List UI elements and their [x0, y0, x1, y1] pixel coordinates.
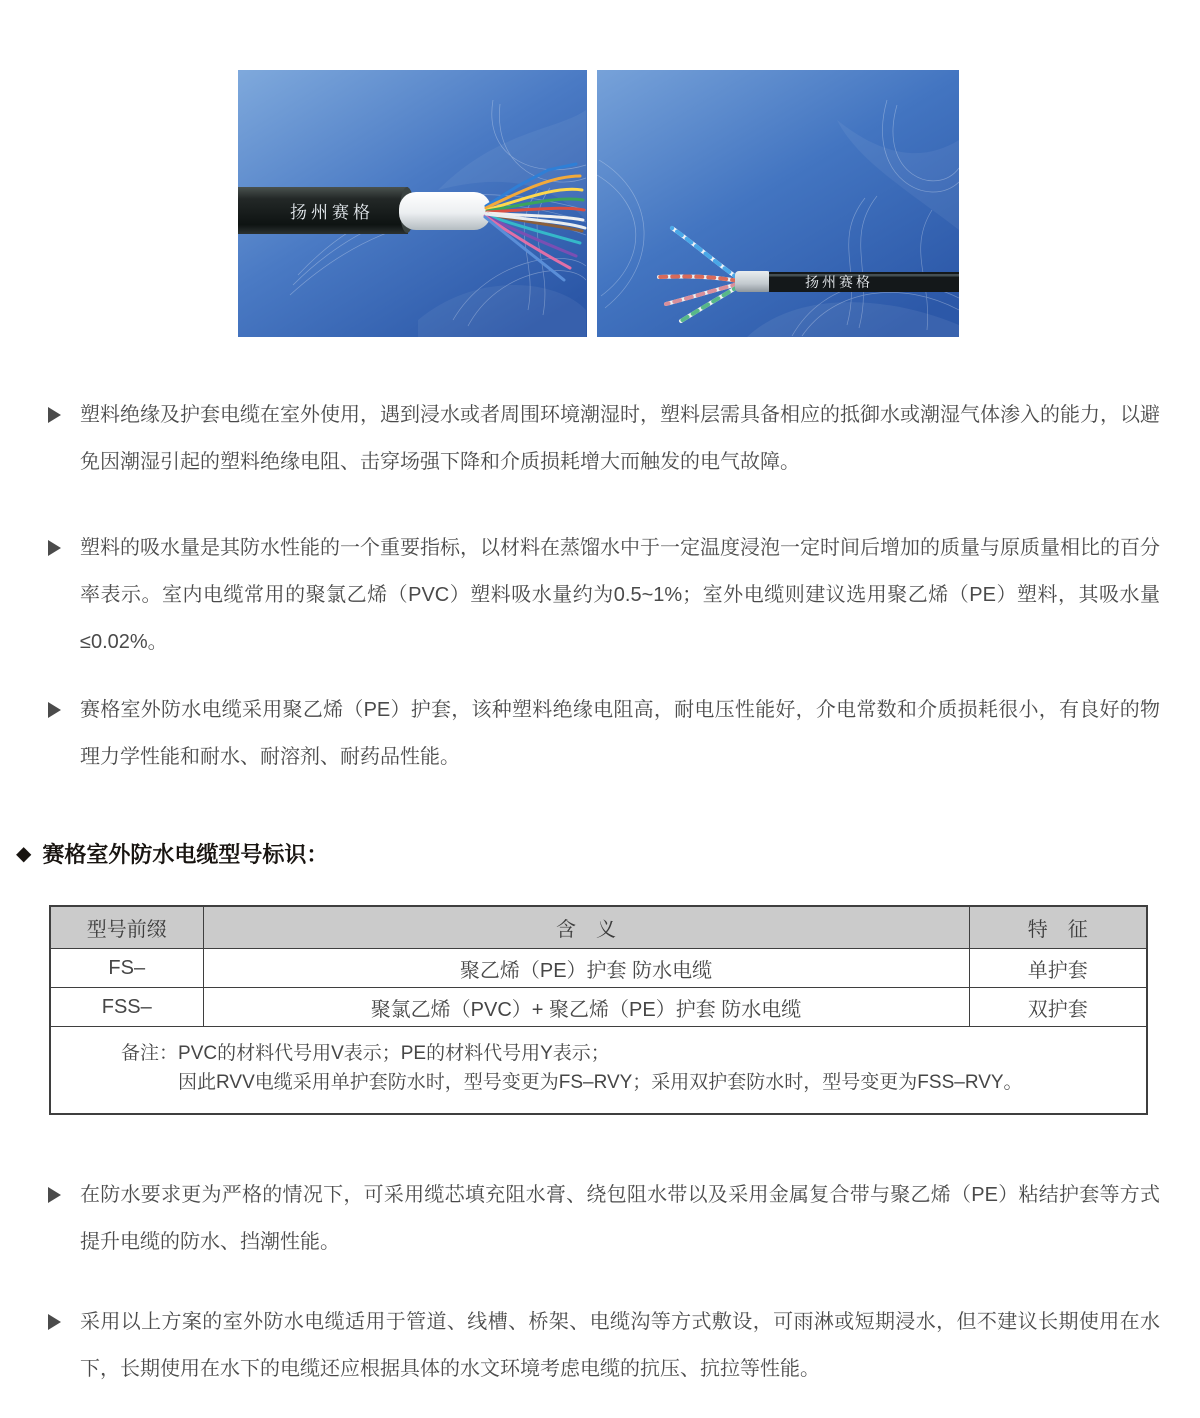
intro-bullet-2-text: 塑料的吸水量是其防水性能的一个重要指标，以材料在蒸馏水中于一定温度浸泡一定时间后增加的质量与原质量相比的百分率表示。室内电缆常用的聚氯乙烯（PVC）塑料吸水量约为0.5~1%；室外电缆则建议选用聚乙烯（PE）塑料，其吸水量≤0.02%。 [80, 537, 1160, 653]
table-note-row [50, 1027, 1147, 1115]
cable-photo-right [597, 70, 959, 337]
triangle-bullet-icon [48, 407, 61, 423]
outro-bullet-1 [48, 1172, 1160, 1266]
header-prefix: 型号前缀 [50, 906, 203, 949]
section-heading [16, 838, 328, 869]
intro-bullet-1-text: 塑料绝缘及护套电缆在室外使用，遇到浸水或者周围环境潮湿时，塑料层需具备相应的抵御水或潮湿气体渗入的能力，以避免因潮湿引起的塑料绝缘电阻、击穿场强下降和介质损耗增大而触发的电气故障。 [80, 404, 1160, 473]
triangle-bullet-icon [48, 540, 61, 556]
outro-bullet-1-text: 在防水要求更为严格的情况下，可采用缆芯填充阻水膏、绕包阻水带以及采用金属复合带与聚乙烯（PE）粘结护套等方式提升电缆的防水、挡潮性能。 [80, 1184, 1160, 1253]
cell-feature: 双护套 [969, 988, 1147, 1027]
cell-meaning: 聚氯乙烯（PVC）+ 聚乙烯（PE）护套 防水电缆 [203, 988, 969, 1027]
triangle-bullet-icon [48, 702, 61, 718]
outro-bullet-2 [48, 1299, 1160, 1393]
section-title: 赛格室外防水电缆型号标识： [42, 842, 329, 867]
cable-photo-left [238, 70, 587, 337]
note-line-2: 因此RVV电缆采用单护套防水时，型号变更为FS–RVY；采用双护套防水时，型号变更为FSS–RVY。 [178, 1072, 1023, 1093]
note-line-1: PVC的材料代号用V表示；PE的材料代号用Y表示； [178, 1043, 610, 1064]
triangle-bullet-icon [48, 1314, 61, 1330]
table-header-row [50, 906, 1147, 949]
note-label: 备注： [121, 1043, 179, 1064]
note-cell [50, 1027, 1147, 1115]
triangle-bullet-icon [48, 1187, 61, 1203]
intro-bullet-3-text: 赛格室外防水电缆采用聚乙烯（PE）护套，该种塑料绝缘电阻高，耐电压性能好，介电常数和介质损耗很小，有良好的物理力学性能和耐水、耐溶剂、耐药品性能。 [80, 699, 1160, 768]
hero-images [238, 70, 959, 337]
diamond-icon: ◆ [16, 843, 32, 865]
table-row [50, 988, 1147, 1027]
intro-bullet-3 [48, 687, 1160, 781]
cell-feature: 单护套 [969, 949, 1147, 988]
photo-background [597, 70, 959, 337]
intro-bullet-2 [48, 525, 1160, 666]
header-feature: 特 征 [969, 906, 1147, 949]
model-designation-table [49, 905, 1148, 1115]
outro-bullet-2-text: 采用以上方案的室外防水电缆适用于管道、线槽、桥架、电缆沟等方式敷设，可雨淋或短期浸水，但不建议长期使用在水下，长期使用在水下的电缆还应根据具体的水文环境考虑电缆的抗压、抗拉等性能。 [80, 1311, 1160, 1380]
cell-meaning: 聚乙烯（PE）护套 防水电缆 [203, 949, 969, 988]
cell-prefix: FSS– [50, 988, 203, 1027]
brand-text-right: 扬州赛格 [805, 274, 873, 290]
brand-text-left: 扬州赛格 [290, 203, 374, 222]
intro-bullet-1 [48, 392, 1160, 486]
table-row [50, 949, 1147, 988]
header-meaning: 含 义 [203, 906, 969, 949]
cell-prefix: FS– [50, 949, 203, 988]
